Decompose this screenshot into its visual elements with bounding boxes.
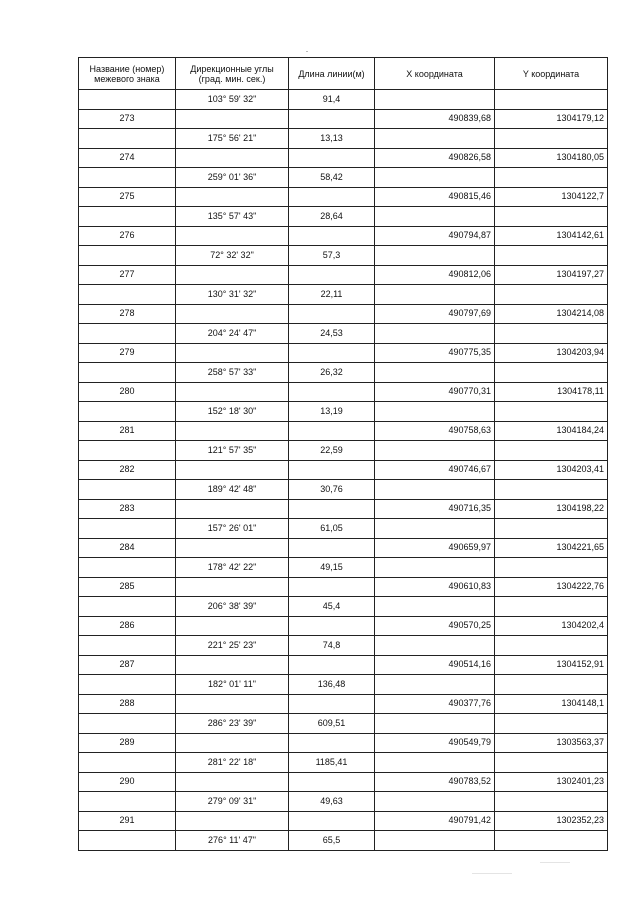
line-length-cell: 57,3 xyxy=(289,246,375,266)
y-coordinate-cell: 1304221,65 xyxy=(495,538,608,558)
x-coordinate-cell xyxy=(375,207,495,227)
table-row xyxy=(79,733,608,753)
x-coordinate-cell: 490826,58 xyxy=(375,148,495,168)
table-row xyxy=(79,402,608,422)
direction-angle-cell: 103° 59' 32" xyxy=(176,90,289,110)
table-row xyxy=(79,519,608,539)
line-length-cell: 28,64 xyxy=(289,207,375,227)
line-length-cell xyxy=(289,109,375,129)
x-coordinate-cell: 490746,67 xyxy=(375,460,495,480)
direction-angle-cell xyxy=(176,304,289,324)
table-row xyxy=(79,324,608,344)
y-coordinate-cell: 1304122,7 xyxy=(495,187,608,207)
marker-name-cell xyxy=(79,129,176,149)
direction-angle-cell xyxy=(176,382,289,402)
line-length-cell xyxy=(289,733,375,753)
marker-name-cell: 281 xyxy=(79,421,176,441)
y-coordinate-cell xyxy=(495,753,608,773)
line-length-cell: 1185,41 xyxy=(289,753,375,773)
x-coordinate-cell: 490812,06 xyxy=(375,265,495,285)
line-length-cell xyxy=(289,538,375,558)
x-coordinate-cell: 490791,42 xyxy=(375,811,495,831)
line-length-cell xyxy=(289,226,375,246)
x-coordinate-cell: 490659,97 xyxy=(375,538,495,558)
x-coordinate-cell xyxy=(375,129,495,149)
line-length-cell xyxy=(289,304,375,324)
x-coordinate-cell xyxy=(375,597,495,617)
direction-angle-cell: 206° 38' 39" xyxy=(176,597,289,617)
x-coordinate-cell xyxy=(375,714,495,734)
y-coordinate-cell xyxy=(495,792,608,812)
table-body xyxy=(79,90,608,851)
marker-name-cell xyxy=(79,324,176,344)
line-length-cell xyxy=(289,577,375,597)
line-length-cell: 22,11 xyxy=(289,285,375,305)
marker-name-cell xyxy=(79,207,176,227)
marker-name-cell: 291 xyxy=(79,811,176,831)
y-coordinate-cell: 1302401,23 xyxy=(495,772,608,792)
direction-angle-cell xyxy=(176,499,289,519)
x-coordinate-cell xyxy=(375,558,495,578)
table-row xyxy=(79,129,608,149)
x-coordinate-cell xyxy=(375,363,495,383)
line-length-cell xyxy=(289,772,375,792)
table-row xyxy=(79,772,608,792)
table-row xyxy=(79,265,608,285)
marker-name-cell: 283 xyxy=(79,499,176,519)
y-coordinate-cell: 1304184,24 xyxy=(495,421,608,441)
y-coordinate-cell xyxy=(495,558,608,578)
table-row xyxy=(79,811,608,831)
y-coordinate-cell: 1303563,37 xyxy=(495,733,608,753)
y-coordinate-cell xyxy=(495,597,608,617)
y-coordinate-cell xyxy=(495,90,608,110)
y-coordinate-cell: 1304198,22 xyxy=(495,499,608,519)
table-row xyxy=(79,168,608,188)
line-length-cell: 49,15 xyxy=(289,558,375,578)
y-coordinate-cell xyxy=(495,519,608,539)
marker-name-cell: 280 xyxy=(79,382,176,402)
table-row xyxy=(79,616,608,636)
table-row xyxy=(79,90,608,110)
direction-angle-cell: 182° 01' 11" xyxy=(176,675,289,695)
table-row xyxy=(79,499,608,519)
table-row xyxy=(79,226,608,246)
x-coordinate-cell xyxy=(375,441,495,461)
marker-name-cell: 278 xyxy=(79,304,176,324)
direction-angle-cell: 276° 11' 47" xyxy=(176,831,289,851)
x-coordinate-cell xyxy=(375,636,495,656)
x-coordinate-cell: 490797,69 xyxy=(375,304,495,324)
marker-name-cell xyxy=(79,558,176,578)
table-row xyxy=(79,753,608,773)
direction-angle-cell: 286° 23' 39" xyxy=(176,714,289,734)
table-row xyxy=(79,109,608,129)
line-length-cell xyxy=(289,382,375,402)
line-length-cell: 13,13 xyxy=(289,129,375,149)
table-row xyxy=(79,187,608,207)
marker-name-cell: 282 xyxy=(79,460,176,480)
table-row xyxy=(79,441,608,461)
direction-angle-cell: 157° 26' 01" xyxy=(176,519,289,539)
direction-angle-cell xyxy=(176,538,289,558)
y-coordinate-cell: 1304214,08 xyxy=(495,304,608,324)
table-row xyxy=(79,675,608,695)
table-row xyxy=(79,577,608,597)
line-length-cell: 49,63 xyxy=(289,792,375,812)
table-row xyxy=(79,655,608,675)
table-row xyxy=(79,636,608,656)
line-length-cell xyxy=(289,187,375,207)
x-coordinate-cell: 490716,35 xyxy=(375,499,495,519)
line-length-cell xyxy=(289,499,375,519)
x-coordinate-cell: 490839,68 xyxy=(375,109,495,129)
marker-name-cell: 273 xyxy=(79,109,176,129)
x-coordinate-cell xyxy=(375,831,495,851)
marker-name-cell: 274 xyxy=(79,148,176,168)
marker-name-cell: 287 xyxy=(79,655,176,675)
direction-angle-cell xyxy=(176,733,289,753)
x-coordinate-cell: 490377,76 xyxy=(375,694,495,714)
direction-angle-cell xyxy=(176,421,289,441)
marker-name-cell xyxy=(79,597,176,617)
table-row xyxy=(79,207,608,227)
marker-name-cell xyxy=(79,168,176,188)
direction-angle-cell xyxy=(176,148,289,168)
marker-name-cell xyxy=(79,792,176,812)
line-length-cell: 609,51 xyxy=(289,714,375,734)
table-row xyxy=(79,460,608,480)
line-length-cell xyxy=(289,265,375,285)
x-coordinate-cell xyxy=(375,792,495,812)
marker-name-cell: 279 xyxy=(79,343,176,363)
table-row xyxy=(79,792,608,812)
table-row xyxy=(79,304,608,324)
line-length-cell: 65,5 xyxy=(289,831,375,851)
table-row xyxy=(79,558,608,578)
y-coordinate-cell xyxy=(495,441,608,461)
x-coordinate-cell xyxy=(375,675,495,695)
marker-name-cell xyxy=(79,714,176,734)
line-length-cell: 91,4 xyxy=(289,90,375,110)
direction-angle-cell: 178° 42' 22" xyxy=(176,558,289,578)
marker-name-cell: 275 xyxy=(79,187,176,207)
y-coordinate-cell: 1304202,4 xyxy=(495,616,608,636)
direction-angle-cell: 130° 31' 32" xyxy=(176,285,289,305)
marker-name-cell xyxy=(79,402,176,422)
y-coordinate-cell: 1304203,94 xyxy=(495,343,608,363)
marker-name-cell: 288 xyxy=(79,694,176,714)
x-coordinate-cell: 490815,46 xyxy=(375,187,495,207)
direction-angle-cell: 259° 01' 36" xyxy=(176,168,289,188)
direction-angle-cell xyxy=(176,772,289,792)
x-coordinate-cell: 490570,25 xyxy=(375,616,495,636)
direction-angle-cell: 152° 18' 30" xyxy=(176,402,289,422)
table-row xyxy=(79,382,608,402)
y-coordinate-cell: 1304178,11 xyxy=(495,382,608,402)
table-row xyxy=(79,831,608,851)
table-row xyxy=(79,694,608,714)
header-direction-angles: Дирекционные углы (град. мин. сек.) xyxy=(176,58,289,90)
y-coordinate-cell xyxy=(495,363,608,383)
line-length-cell xyxy=(289,811,375,831)
table-row xyxy=(79,285,608,305)
marker-name-cell xyxy=(79,441,176,461)
header-x-coordinate: X координата xyxy=(375,58,495,90)
direction-angle-cell xyxy=(176,694,289,714)
direction-angle-cell: 204° 24' 47" xyxy=(176,324,289,344)
y-coordinate-cell xyxy=(495,207,608,227)
direction-angle-cell: 281° 22' 18" xyxy=(176,753,289,773)
scan-speck xyxy=(540,862,570,863)
boundary-coordinates-table xyxy=(78,57,608,851)
marker-name-cell xyxy=(79,285,176,305)
marker-name-cell: 284 xyxy=(79,538,176,558)
line-length-cell xyxy=(289,460,375,480)
direction-angle-cell: 221° 25' 23" xyxy=(176,636,289,656)
line-length-cell: 61,05 xyxy=(289,519,375,539)
marker-name-cell xyxy=(79,363,176,383)
x-coordinate-cell xyxy=(375,168,495,188)
table-row xyxy=(79,597,608,617)
direction-angle-cell xyxy=(176,265,289,285)
line-length-cell: 30,76 xyxy=(289,480,375,500)
direction-angle-cell: 279° 09' 31" xyxy=(176,792,289,812)
direction-angle-cell xyxy=(176,460,289,480)
table-header-row xyxy=(79,58,608,90)
line-length-cell: 45,4 xyxy=(289,597,375,617)
marker-name-cell xyxy=(79,636,176,656)
line-length-cell xyxy=(289,616,375,636)
x-coordinate-cell xyxy=(375,90,495,110)
y-coordinate-cell xyxy=(495,246,608,266)
x-coordinate-cell xyxy=(375,324,495,344)
marker-name-cell xyxy=(79,246,176,266)
x-coordinate-cell: 490783,52 xyxy=(375,772,495,792)
marker-name-cell: 290 xyxy=(79,772,176,792)
x-coordinate-cell: 490758,63 xyxy=(375,421,495,441)
marker-name-cell xyxy=(79,90,176,110)
marker-name-cell: 276 xyxy=(79,226,176,246)
table-row xyxy=(79,421,608,441)
scan-speck xyxy=(472,873,512,874)
direction-angle-cell xyxy=(176,655,289,675)
y-coordinate-cell xyxy=(495,480,608,500)
table-row xyxy=(79,343,608,363)
marker-name-cell xyxy=(79,519,176,539)
table-row xyxy=(79,714,608,734)
x-coordinate-cell: 490775,35 xyxy=(375,343,495,363)
line-length-cell xyxy=(289,343,375,363)
table-row xyxy=(79,363,608,383)
direction-angle-cell: 135° 57' 43" xyxy=(176,207,289,227)
y-coordinate-cell xyxy=(495,714,608,734)
y-coordinate-cell xyxy=(495,285,608,305)
x-coordinate-cell xyxy=(375,285,495,305)
x-coordinate-cell: 490514,16 xyxy=(375,655,495,675)
marker-name-cell xyxy=(79,831,176,851)
x-coordinate-cell: 490770,31 xyxy=(375,382,495,402)
line-length-cell: 136,48 xyxy=(289,675,375,695)
y-coordinate-cell: 1302352,23 xyxy=(495,811,608,831)
line-length-cell: 24,53 xyxy=(289,324,375,344)
direction-angle-cell: 121° 57' 35" xyxy=(176,441,289,461)
y-coordinate-cell: 1304222,76 xyxy=(495,577,608,597)
direction-angle-cell xyxy=(176,811,289,831)
direction-angle-cell: 72° 32' 32" xyxy=(176,246,289,266)
line-length-cell xyxy=(289,148,375,168)
x-coordinate-cell xyxy=(375,480,495,500)
y-coordinate-cell xyxy=(495,675,608,695)
line-length-cell xyxy=(289,694,375,714)
direction-angle-cell xyxy=(176,343,289,363)
y-coordinate-cell xyxy=(495,324,608,344)
y-coordinate-cell xyxy=(495,129,608,149)
marker-name-cell xyxy=(79,675,176,695)
marker-name-cell: 286 xyxy=(79,616,176,636)
line-length-cell xyxy=(289,421,375,441)
direction-angle-cell xyxy=(176,109,289,129)
direction-angle-cell: 258° 57' 33" xyxy=(176,363,289,383)
direction-angle-cell: 175° 56' 21" xyxy=(176,129,289,149)
marker-name-cell xyxy=(79,753,176,773)
y-coordinate-cell: 1304197,27 xyxy=(495,265,608,285)
scan-speck xyxy=(306,51,308,52)
marker-name-cell: 277 xyxy=(79,265,176,285)
direction-angle-cell xyxy=(176,187,289,207)
y-coordinate-cell: 1304203,41 xyxy=(495,460,608,480)
x-coordinate-cell xyxy=(375,753,495,773)
y-coordinate-cell xyxy=(495,402,608,422)
line-length-cell: 58,42 xyxy=(289,168,375,188)
x-coordinate-cell xyxy=(375,519,495,539)
header-marker-name: Название (номер) межевого знака xyxy=(79,58,176,90)
direction-angle-cell: 189° 42' 48" xyxy=(176,480,289,500)
line-length-cell: 13,19 xyxy=(289,402,375,422)
marker-name-cell xyxy=(79,480,176,500)
y-coordinate-cell xyxy=(495,168,608,188)
direction-angle-cell xyxy=(176,577,289,597)
y-coordinate-cell xyxy=(495,831,608,851)
y-coordinate-cell xyxy=(495,636,608,656)
table-row xyxy=(79,480,608,500)
y-coordinate-cell: 1304148,1 xyxy=(495,694,608,714)
x-coordinate-cell xyxy=(375,402,495,422)
line-length-cell: 26,32 xyxy=(289,363,375,383)
marker-name-cell: 289 xyxy=(79,733,176,753)
y-coordinate-cell: 1304152,91 xyxy=(495,655,608,675)
y-coordinate-cell: 1304179,12 xyxy=(495,109,608,129)
x-coordinate-cell: 490610,83 xyxy=(375,577,495,597)
x-coordinate-cell xyxy=(375,246,495,266)
direction-angle-cell xyxy=(176,226,289,246)
x-coordinate-cell: 490794,87 xyxy=(375,226,495,246)
marker-name-cell: 285 xyxy=(79,577,176,597)
line-length-cell xyxy=(289,655,375,675)
y-coordinate-cell: 1304180,05 xyxy=(495,148,608,168)
table-row xyxy=(79,538,608,558)
table-row xyxy=(79,246,608,266)
line-length-cell: 22,59 xyxy=(289,441,375,461)
header-line-length: Длина линии(м) xyxy=(289,58,375,90)
header-y-coordinate: Y координата xyxy=(495,58,608,90)
line-length-cell: 74,8 xyxy=(289,636,375,656)
y-coordinate-cell: 1304142,61 xyxy=(495,226,608,246)
direction-angle-cell xyxy=(176,616,289,636)
x-coordinate-cell: 490549,79 xyxy=(375,733,495,753)
table-row xyxy=(79,148,608,168)
